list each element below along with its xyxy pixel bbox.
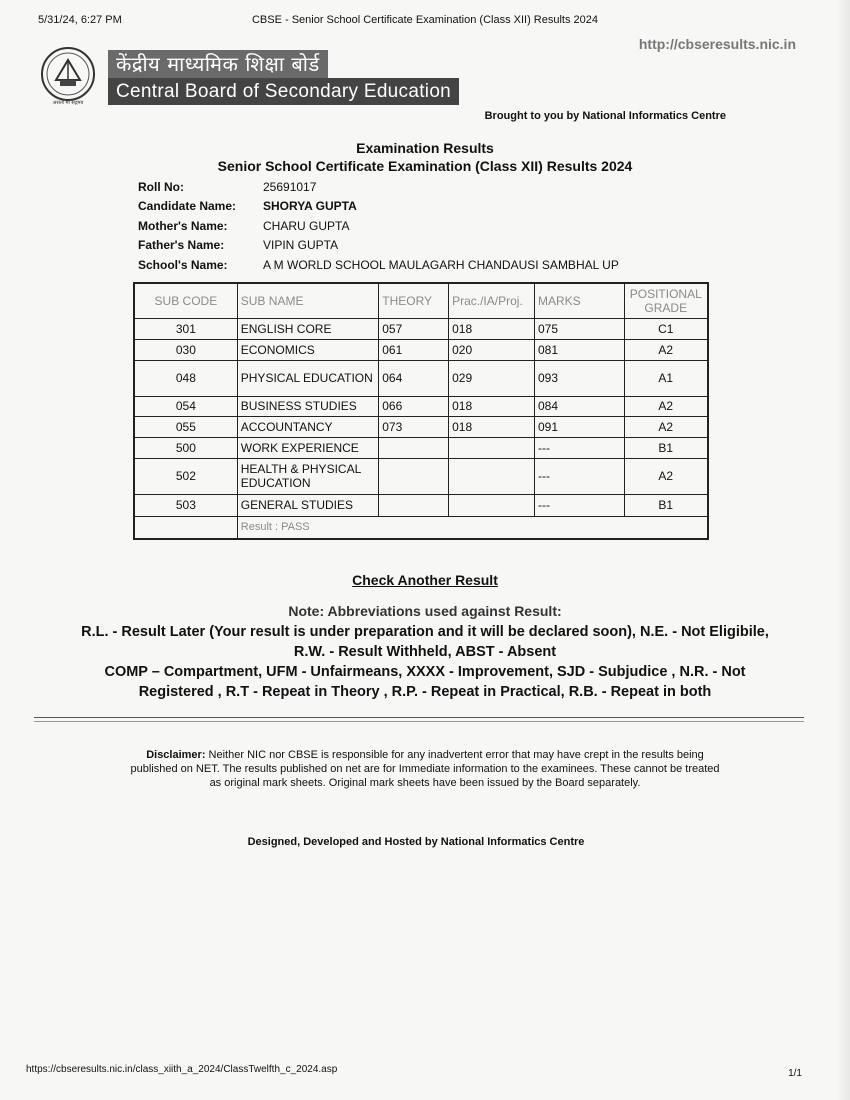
- marks-table: [133, 282, 709, 540]
- table-row: [134, 360, 708, 396]
- header-positional-grade: POSITIONAL GRADE: [624, 283, 708, 318]
- marks-cell: ---: [534, 437, 624, 458]
- exam-subtitle: Senior School Certificate Examination (Class XII) Results 2024: [217, 158, 633, 174]
- sub-code-cell: 301: [134, 318, 237, 339]
- result-empty-cell: [134, 516, 237, 539]
- sub-code-cell: 055: [134, 416, 237, 437]
- grade-cell: A1: [624, 360, 708, 396]
- grade-cell: C1: [624, 318, 708, 339]
- table-row: [134, 437, 708, 458]
- sub-name-cell: BUSINESS STUDIES: [237, 396, 378, 416]
- cbse-emblem-icon: [40, 46, 96, 106]
- header-sub-code: SUB CODE: [134, 283, 237, 318]
- note-line: COMP – Compartment, UFM - Unfairmeans, XXXX - Improvement, SJD - Subjudice , N.R. - Not: [104, 664, 746, 680]
- sub-name-cell: ENGLISH CORE: [237, 318, 378, 339]
- theory-cell: 064: [379, 360, 449, 396]
- candidate-name-label: Candidate Name:: [138, 199, 237, 214]
- table-row: [134, 318, 708, 339]
- practical-cell: 018: [449, 318, 535, 339]
- info-row-school-name: [138, 255, 619, 275]
- marks-cell: ---: [534, 494, 624, 516]
- check-another-result-link[interactable]: [0, 572, 850, 588]
- print-footer-url: https://cbseresults.nic.in/class_xiith_a_2024/ClassTwelfth_c_2024.asp: [26, 1064, 338, 1075]
- marks-cell: 084: [534, 396, 624, 416]
- note-abbreviations: [30, 622, 820, 702]
- theory-cell: 061: [379, 339, 449, 360]
- mother-name-label: Mother's Name:: [138, 218, 228, 233]
- roll-no-label: Roll No:: [138, 179, 184, 194]
- theory-cell: 057: [379, 318, 449, 339]
- info-row-candidate-name: [138, 197, 619, 217]
- table-row: [134, 494, 708, 516]
- father-name-label: Father's Name:: [138, 238, 225, 253]
- sub-code-cell: 500: [134, 437, 237, 458]
- brought-by-note: Brought to you by National Informatics Centre: [484, 110, 726, 122]
- practical-cell: 018: [449, 416, 535, 437]
- table-row: [134, 339, 708, 360]
- father-name-value: VIPIN GUPTA: [263, 238, 339, 253]
- sub-name-cell: GENERAL STUDIES: [237, 494, 378, 516]
- note-line: R.W. - Result Withheld, ABST - Absent: [293, 644, 557, 660]
- disclaimer-text: Neither NIC nor CBSE is responsible for any inadvertent error that may have crept in the results being published on NET. The results published on net are for Immediate information to the examinees. These cannot be treated as original mark sheets. Original mark sheets have been issued by the Board separately.: [130, 749, 720, 789]
- theory-cell: [379, 458, 449, 494]
- marks-cell: 081: [534, 339, 624, 360]
- practical-cell: 020: [449, 339, 535, 360]
- practical-cell: [449, 437, 535, 458]
- sub-code-cell: 048: [134, 360, 237, 396]
- practical-cell: 018: [449, 396, 535, 416]
- grade-cell: B1: [624, 494, 708, 516]
- theory-cell: [379, 437, 449, 458]
- info-row-roll-no: [138, 177, 619, 197]
- marks-cell: 075: [534, 318, 624, 339]
- mother-name-value: CHARU GUPTA: [263, 218, 350, 233]
- candidate-name-value: SHORYA GUPTA: [263, 199, 357, 214]
- site-url: http://cbseresults.nic.in: [638, 36, 796, 52]
- practical-cell: [449, 458, 535, 494]
- disclaimer: [130, 748, 720, 790]
- marks-cell: 093: [534, 360, 624, 396]
- sub-code-cell: 030: [134, 339, 237, 360]
- marks-cell: 091: [534, 416, 624, 437]
- disclaimer-label: Disclaimer:: [146, 749, 206, 761]
- sub-code-cell: 502: [134, 458, 237, 494]
- sub-name-cell: HEALTH & PHYSICAL EDUCATION: [237, 458, 378, 494]
- marks-cell: ---: [534, 458, 624, 494]
- svg-text:असतो मा सद्गमय: असतो मा सद्गमय: [52, 100, 84, 106]
- header-practical: Prac./IA/Proj.: [449, 283, 535, 318]
- sub-code-cell: 503: [134, 494, 237, 516]
- table-row: [134, 416, 708, 437]
- print-date: 5/31/24, 6:27 PM: [38, 14, 122, 26]
- table-row: [134, 458, 708, 494]
- grade-cell: B1: [624, 437, 708, 458]
- banner-hindi-title: केंद्रीय माध्यमिक शिक्षा बोर्ड: [108, 50, 328, 78]
- grade-cell: A2: [624, 458, 708, 494]
- practical-cell: 029: [449, 360, 535, 396]
- divider: [34, 721, 804, 722]
- school-name-label: School's Name:: [138, 257, 228, 272]
- banner-english-title: Central Board of Secondary Education: [108, 78, 459, 105]
- info-row-father-name: [138, 236, 619, 256]
- table-row: [134, 396, 708, 416]
- note-title: Note: Abbreviations used against Result:: [288, 603, 562, 619]
- sub-name-cell: ACCOUNTANCY: [237, 416, 378, 437]
- sub-name-cell: PHYSICAL EDUCATION: [237, 360, 378, 396]
- table-header-row: [134, 283, 708, 318]
- theory-cell: 073: [379, 416, 449, 437]
- header-marks: MARKS: [534, 283, 624, 318]
- exam-title: Examination Results: [356, 140, 494, 156]
- result-row: [134, 516, 708, 539]
- roll-no-value: 25691017: [263, 179, 317, 194]
- theory-cell: 066: [379, 396, 449, 416]
- grade-cell: A2: [624, 339, 708, 360]
- sub-name-cell: ECONOMICS: [237, 339, 378, 360]
- designed-by-note: Designed, Developed and Hosted by National Informatics Centre: [247, 836, 585, 848]
- school-name-value: A M WORLD SCHOOL MAULAGARH CHANDAUSI SAMBHAL UP: [263, 257, 619, 272]
- divider: [34, 717, 804, 718]
- sub-name-cell: WORK EXPERIENCE: [237, 437, 378, 458]
- header-sub-name: SUB NAME: [237, 283, 378, 318]
- result-status: Result : PASS: [237, 516, 708, 539]
- candidate-info: [138, 177, 619, 275]
- theory-cell: [379, 494, 449, 516]
- print-page-title: CBSE - Senior School Certificate Examination (Class XII) Results 2024: [251, 14, 599, 26]
- grade-cell: A2: [624, 396, 708, 416]
- check-another-result-label: Check Another Result: [352, 572, 498, 588]
- note-line: Registered , R.T - Repeat in Theory , R.P. - Repeat in Practical, R.B. - Repeat in both: [138, 684, 712, 700]
- print-page-number: 1/1: [788, 1068, 802, 1079]
- info-row-mother-name: [138, 216, 619, 236]
- practical-cell: [449, 494, 535, 516]
- note-line: R.L. - Result Later (Your result is under preparation and it will be declared soon), N.E. - Not Eligibile,: [81, 624, 769, 640]
- sub-code-cell: 054: [134, 396, 237, 416]
- header-theory: THEORY: [379, 283, 449, 318]
- grade-cell: A2: [624, 416, 708, 437]
